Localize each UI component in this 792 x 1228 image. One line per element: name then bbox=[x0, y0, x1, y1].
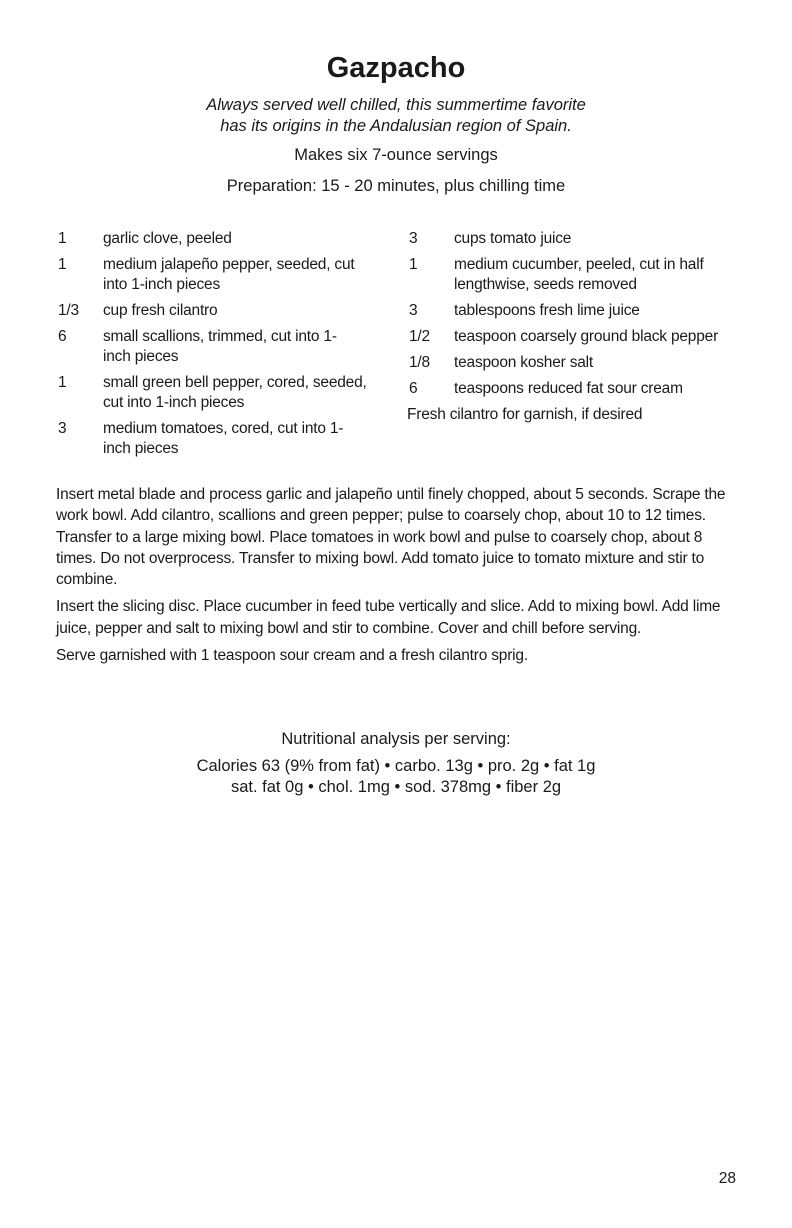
ingredients-right-column bbox=[407, 229, 747, 425]
ingredient-quantity: 1/3 bbox=[58, 302, 79, 319]
instruction-paragraph: Insert metal blade and process garlic and jalapeño until finely chopped, about 5 seconds. Scrape the work bowl. Add cilantro, scallions and green pepper; pulse to coarsely chop, about 10 to 12 times. Transfer to a large mixing bowl. Place tomatoes in work bowl and pulse to coarsely chop, about 8 times. Do not overprocess. Transfer to mixing bowl. Add tomato juice to tomato mixture and stir to combine. bbox=[56, 486, 726, 589]
ingredient-item bbox=[56, 419, 396, 459]
ingredient-quantity: 1 bbox=[409, 256, 418, 273]
page-number: 28 bbox=[718, 1170, 736, 1187]
description-line: Always served well chilled, this summertime favorite bbox=[206, 96, 586, 114]
ingredient-item bbox=[407, 301, 747, 321]
nutrition-info bbox=[0, 729, 792, 798]
ingredient-text: teaspoon kosher salt bbox=[454, 354, 594, 371]
ingredient-quantity: 1/2 bbox=[409, 328, 430, 345]
ingredient-text: garlic clove, peeled bbox=[103, 230, 232, 247]
ingredient-text: teaspoons reduced fat sour cream bbox=[454, 380, 683, 397]
ingredient-item bbox=[56, 373, 396, 413]
recipe-description bbox=[0, 95, 792, 137]
ingredient-item bbox=[407, 229, 747, 249]
nutrition-line: sat. fat 0g • chol. 1mg • sod. 378mg • fiber 2g bbox=[230, 778, 562, 796]
preparation-time: Preparation: 15 - 20 minutes, plus chilling time bbox=[226, 177, 566, 195]
instruction-paragraph: Insert the slicing disc. Place cucumber in feed tube vertically and slice. Add to mixing bowl. Add lime juice, pepper and salt to mixing bowl and stir to combine. Cover and chill before serving. bbox=[56, 598, 721, 637]
ingredient-quantity: 3 bbox=[409, 302, 418, 319]
ingredient-item bbox=[407, 327, 747, 347]
instructions bbox=[56, 484, 746, 672]
recipe-title: Gazpacho bbox=[326, 52, 466, 84]
ingredient-text: cup fresh cilantro bbox=[103, 302, 218, 319]
ingredient-item bbox=[56, 327, 396, 367]
ingredient-item bbox=[56, 255, 396, 295]
ingredient-text: tablespoons fresh lime juice bbox=[454, 302, 640, 319]
ingredient-text: teaspoon coarsely ground black pepper bbox=[454, 328, 719, 345]
instruction-paragraph: Serve garnished with 1 teaspoon sour cream and a fresh cilantro sprig. bbox=[56, 647, 528, 665]
ingredients-left-column bbox=[56, 229, 396, 465]
ingredient-text: medium tomatoes, cored, cut into 1-inch pieces bbox=[103, 420, 344, 457]
ingredient-quantity: 1/8 bbox=[409, 354, 430, 371]
ingredient-text: cups tomato juice bbox=[454, 230, 572, 247]
ingredient-text: small scallions, trimmed, cut into 1-inch pieces bbox=[103, 328, 337, 365]
nutrition-line: Calories 63 (9% from fat) • carbo. 13g • pro. 2g • fat 1g bbox=[196, 757, 596, 775]
description-line: has its origins in the Andalusian region of Spain. bbox=[220, 117, 572, 135]
servings-text: Makes six 7-ounce servings bbox=[294, 146, 498, 164]
ingredient-text: small green bell pepper, cored, seeded, cut into 1-inch pieces bbox=[103, 374, 367, 411]
ingredient-item bbox=[407, 353, 747, 373]
ingredient-item bbox=[56, 229, 396, 249]
ingredient-text: medium cucumber, peeled, cut in half lengthwise, seeds removed bbox=[454, 256, 704, 293]
nutrition-heading: Nutritional analysis per serving: bbox=[281, 730, 511, 748]
ingredient-quantity: 1 bbox=[58, 230, 67, 247]
ingredient-item bbox=[56, 301, 396, 321]
ingredient-text: medium jalapeño pepper, seeded, cut into 1-inch pieces bbox=[103, 256, 355, 293]
ingredient-quantity: 1 bbox=[58, 374, 67, 391]
ingredient-quantity: 6 bbox=[58, 328, 67, 345]
ingredient-quantity: 1 bbox=[58, 256, 67, 273]
ingredient-quantity: 3 bbox=[58, 420, 67, 437]
ingredient-quantity: 3 bbox=[409, 230, 418, 247]
garnish-note: Fresh cilantro for garnish, if desired bbox=[407, 406, 643, 423]
ingredient-item bbox=[407, 379, 747, 399]
ingredient-quantity: 6 bbox=[409, 380, 418, 397]
ingredient-item bbox=[407, 255, 747, 295]
